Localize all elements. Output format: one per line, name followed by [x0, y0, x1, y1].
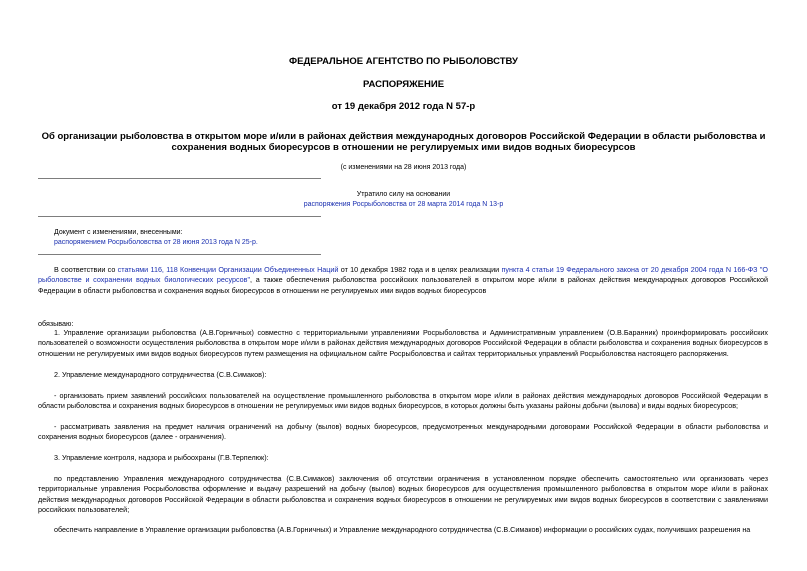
void-notice-label: Утратило силу на основании: [356, 191, 451, 198]
obliges-text: обязываю:: [38, 319, 74, 328]
divider: [38, 178, 321, 179]
amendments-label: Документ с изменениями, внесенными:: [54, 229, 183, 236]
federal-law-link[interactable]: пункта 4 статьи 19 Федерального закона от 20 декабря 2004 года N 166-ФЗ "О рыболовстве и сохранении водных биологических ресурсов": [38, 265, 768, 285]
item-3a: по представлению Управления международного сотрудничества (С.В.Симаков) заключения об отсутствии ограничения в установленном порядке обеспечить самостоятельно или организовать через территориальные управления Росрыболовства оформление и выдачу разрешений на добычу (вылов) водных биоресурсов для осуществления промышленного рыболовства в открытом море и/или в районах действия международных договоров Российской Федерации в области рыболовства и сохранения водных биоресурсов в отношении не регулируемых ими видов водных биоресурсов в соответствии с заявлениями российских пользователей;: [38, 474, 768, 514]
agency-name: ФЕДЕРАЛЬНОЕ АГЕНТСТВО ПО РЫБОЛОВСТВУ: [289, 56, 518, 67]
void-notice-link[interactable]: распоряжения Росрыболовства от 28 марта 2014 года N 13-р: [303, 201, 504, 208]
divider: [38, 254, 321, 255]
preamble-text: от 10 декабря 1982 года и в целях реализации: [338, 265, 502, 274]
divider: [38, 216, 321, 217]
item-1: 1. Управление организации рыболовства (А.В.Горничных) совместно с территориальными управлениями Росрыболовства и Административным управлением (О.В.Баранник) проинформировать российских пользователей о возможности осуществления рыболовства в открытом море и/или в районах действия международных договоров Российской Федерации в области рыболовства и сохранения водных биоресурсов в отношении не регулируемых ими видов водных биоресурсов путем размещения на официальном сайте Росрыболовства и сайтах территориальных управлений Росрыболовства настоящего распоряжения.: [38, 328, 768, 358]
un-convention-link[interactable]: статьями 116, 118 Конвенции Организации Объединенных Наций: [117, 265, 339, 274]
item-3: 3. Управление контроля, надзора и рыбоохраны (Г.В.Терпелюк):: [54, 453, 269, 462]
preamble-text: В соответствии со: [54, 265, 118, 274]
changes-note: (с изменениями на 28 июня 2013 года): [340, 164, 467, 171]
preamble-text: , а также обеспечения рыболовства российских пользователей в открытом море и/или в районах действия международных договоров Российской Федерации в области рыболовства и сохранения водных биоресурсов в отношении не регулируемых ими видов водных биоресурсов: [38, 275, 768, 295]
item-3b: обеспечить направление в Управление организации рыболовства (А.В.Горничных) и Управление международного сотрудничества (С.В.Симаков) информации о российских судах, получивших разрешения на: [54, 525, 751, 534]
item-2b: - рассматривать заявления на предмет наличия ограничений на добычу (вылов) водных биоресурсов, предусмотренных международными договорами Российской Федерации в области рыболовства и сохранения водных биоресурсов (далее - ограничения).: [38, 422, 768, 442]
preamble-paragraph: [38, 265, 768, 296]
item-2: 2. Управление международного сотрудничества (С.В.Симаков):: [54, 370, 267, 379]
document-date: от 19 декабря 2012 года N 57-р: [331, 101, 476, 112]
document-title-line1: Об организации рыболовства в открытом море и/или в районах действия международных договоров Российской Федерации в области рыболовства и: [41, 131, 766, 142]
document-type: РАСПОРЯЖЕНИЕ: [362, 79, 445, 90]
amendments-link[interactable]: распоряжением Росрыболовства от 28 июня 2013 года N 25-р.: [54, 239, 258, 246]
document-title-line2: сохранения водных биоресурсов в отношении не регулируемых ими видов водных биоресурсов: [171, 142, 636, 153]
item-2a: - организовать прием заявлений российских пользователей на осуществление промышленного рыболовства в открытом море и/или в районах действия международных договоров Российской Федерации в области рыболовства и сохранения водных биоресурсов в отношении не регулируемых ими видов водных биоресурсов, в которых должны быть указаны районы добычи (вылова) и виды водных биоресурсов;: [38, 391, 768, 411]
